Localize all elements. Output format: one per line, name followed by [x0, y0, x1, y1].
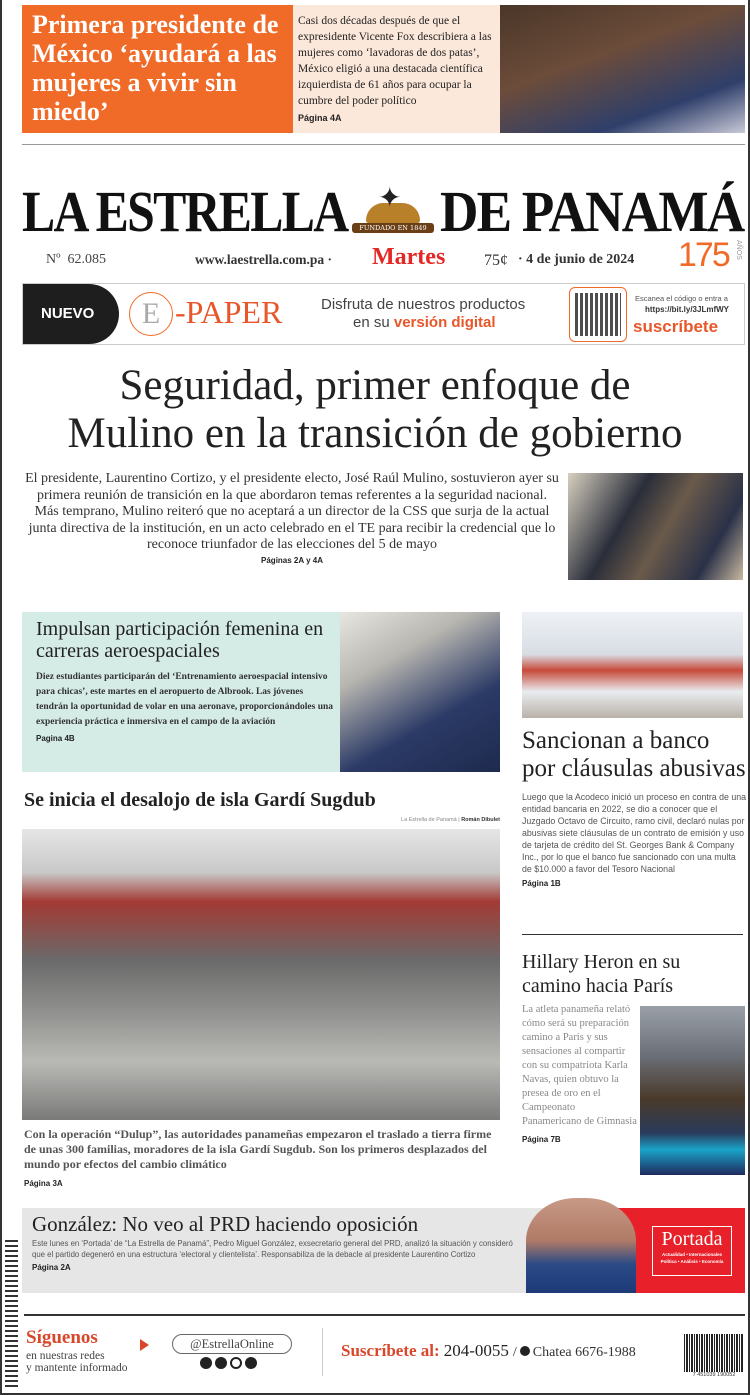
- epaper-url[interactable]: https://bit.ly/3JLmfWY: [645, 305, 729, 314]
- lead-body: El presidente, Laurentino Cortizo, y el presidente electo, José Raúl Mulino, sostuvieron ayer su primera reunión de transición en la que abordaron temas referentes a la seguridad nacional. Más temprano, Mulino reiteró que no aceptará a un director de la CSS que surja de la actual junta directiva de la institución, en un acto celebrado en el TE para recibir la credencial que lo reconoce triunfador de las elecciones del 5 de mayo: [25, 471, 559, 552]
- gymnast-photo: [640, 1006, 745, 1175]
- star-emblem: ✦ FUNDADO EN 1849: [352, 185, 434, 237]
- masthead-left: LA ESTRELLA: [22, 179, 348, 244]
- portada-logo: Portada Actualidad • Internacionales Política • Análisis • Economía: [652, 1226, 732, 1276]
- lead-page-ref: Páginas 2A y 4A: [261, 555, 323, 565]
- star-icon: ✦: [378, 181, 402, 214]
- anniversary-label: AÑOS: [735, 240, 742, 260]
- product-barcode: 7 451039 190052: [684, 1334, 744, 1384]
- footer-separator: [322, 1328, 323, 1376]
- divider: [22, 144, 745, 145]
- island-photo: [22, 829, 500, 1120]
- gonzalez-page-ref: Página 2A: [32, 1263, 71, 1272]
- epaper-banner[interactable]: [22, 283, 745, 345]
- footer-divider: [24, 1314, 745, 1316]
- price: 75¢: [484, 252, 508, 269]
- epaper-line1: Disfruta de nuestros productos: [321, 296, 526, 313]
- social-handle[interactable]: @EstrellaOnline: [172, 1334, 292, 1354]
- pilot-photo: [340, 612, 500, 772]
- bank-headline[interactable]: Sancionan a banco por cláusulas abusivas: [522, 727, 746, 782]
- whatsapp-icon: [520, 1346, 530, 1356]
- gonzalez-headline: González: No veo al PRD haciendo oposición: [32, 1212, 419, 1236]
- anniversary: 175: [678, 236, 729, 274]
- edge-barcode: [5, 1240, 18, 1390]
- heron-page-ref: Página 7B: [522, 1135, 561, 1144]
- lead-headline-2[interactable]: Mulino en la transición de gobierno: [67, 410, 683, 457]
- bank-body: Luego que la Acodeco inició un proceso en contra de una entidad bancaria en 2022, se dio a conocer que el Juzgado Octavo de Circuito, ramo civil, declaró nulas por abusivas siete cláusulas de un contrato de emisión y uso de tarjeta de crédito del St. Georges Bank & Company Inc., por lo que el banco fue sancionado con una multa de $10.000 a favor del Tesoro Nacional: [522, 792, 746, 874]
- bank-page-ref: Página 1B: [522, 879, 561, 888]
- twitter-icon[interactable]: [200, 1357, 212, 1369]
- gonzalez-photo: [526, 1198, 636, 1293]
- top-summary: Casi dos décadas después de que el expresidente Vicente Fox describiera a las mujeres como ‘lavadoras de dos patas’, México eligió a una destacada científica izquierdista de 61 años para ocupar la cumbre del poder político: [298, 15, 492, 107]
- epaper-line2: en su versión digital: [353, 314, 496, 331]
- gonzalez-body: Este lunes en ‘Portada’ de “La Estrella de Panamá”, Pedro Miguel González, exsecretario general del PRD, analizó la situación y consideró que el partido degeneró en una estructura ‘electoral y clientelista’. Responsabiliza de la debacle al presidente Laurentino Cortizo: [32, 1239, 513, 1259]
- social-icons: [200, 1357, 257, 1369]
- subscribe-phone[interactable]: 204-0055: [443, 1341, 509, 1360]
- subscribe-label: Suscríbete al:: [341, 1341, 440, 1360]
- masthead-right: DE PANAMÁ: [440, 179, 744, 244]
- sheinbaum-photo: [500, 5, 745, 133]
- facebook-icon[interactable]: [215, 1357, 227, 1369]
- heron-body: La atleta panameña relató cómo será su preparación camino a París y sus sensaciones al compartir con su compatriota Karla Navas, quien obtuvo la presea de oro en el Campeonato Panamericano de Gimnasia: [522, 1004, 637, 1127]
- website-link[interactable]: www.laestrella.com.pa ·: [195, 252, 332, 267]
- mulino-cortizo-photo: [568, 473, 743, 580]
- weekday: Martes: [372, 244, 446, 270]
- divider: [522, 934, 743, 935]
- qr-code[interactable]: [569, 287, 627, 342]
- island-headline[interactable]: Se inicia el desalojo de isla Gardí Sugdub: [24, 789, 376, 811]
- top-headline: Primera presidente de México ‘ayudará a las mujeres a vivir sin miedo’: [32, 10, 279, 126]
- aero-body: Diez estudiantes participarán del ‘Entrenamiento aeroespacial intensivo para chicas’, este martes en el aeropuerto de Albrook. Las jóvenes tendrán la oportunidad de volar en una aeronave, proporcionándoles una experiencia práctica e inmersiva en el campo de la aviación: [36, 672, 334, 727]
- gonzalez-story[interactable]: [22, 1208, 745, 1293]
- issue-number: Nº 62.085: [46, 252, 106, 267]
- follow-sub2: y mantente informado: [26, 1362, 128, 1374]
- top-page-ref: Página 4A: [298, 113, 342, 123]
- follow-sub1: en nuestras redes: [26, 1350, 105, 1362]
- heron-headline[interactable]: Hillary Heron en su camino hacia París: [522, 951, 681, 997]
- island-caption: Con la operación “Dulup”, las autoridades panameñas empezaron el traslado a tierra firme de unas 300 familias, moradores de la isla Gardí Sugdub. Son los primeros desplazados del mundo por efectos del cambio climático: [24, 1127, 492, 1171]
- aero-story[interactable]: [22, 612, 340, 772]
- island-page-ref: Página 3A: [24, 1179, 63, 1188]
- aero-page-ref: Pagina 4B: [36, 734, 75, 743]
- photo-credit: La Estrella de Panamá | Román Dibulet: [401, 817, 500, 823]
- follow-label: Síguenos: [26, 1327, 98, 1348]
- play-arrow-icon: [140, 1339, 149, 1351]
- date: · 4 de junio de 2024: [518, 252, 635, 267]
- whatsapp-chat[interactable]: / Chatea 6676-1988: [512, 1345, 636, 1360]
- scan-text: Escanea el código o entra a: [635, 294, 728, 303]
- epaper-logo: -PAPER: [175, 294, 283, 330]
- youtube-icon[interactable]: [245, 1357, 257, 1369]
- lead-headline-1[interactable]: Seguridad, primer enfoque de: [119, 362, 631, 409]
- epaper-e-icon: E: [129, 292, 173, 336]
- acodeco-photo: [522, 612, 743, 718]
- subscribe-cta[interactable]: suscríbete: [633, 317, 719, 336]
- aero-headline: Impulsan participación femenina en carreras aeroespaciales: [36, 618, 324, 662]
- top-banner[interactable]: [22, 5, 745, 133]
- instagram-icon[interactable]: [230, 1357, 242, 1369]
- new-badge: NUEVO: [23, 284, 119, 344]
